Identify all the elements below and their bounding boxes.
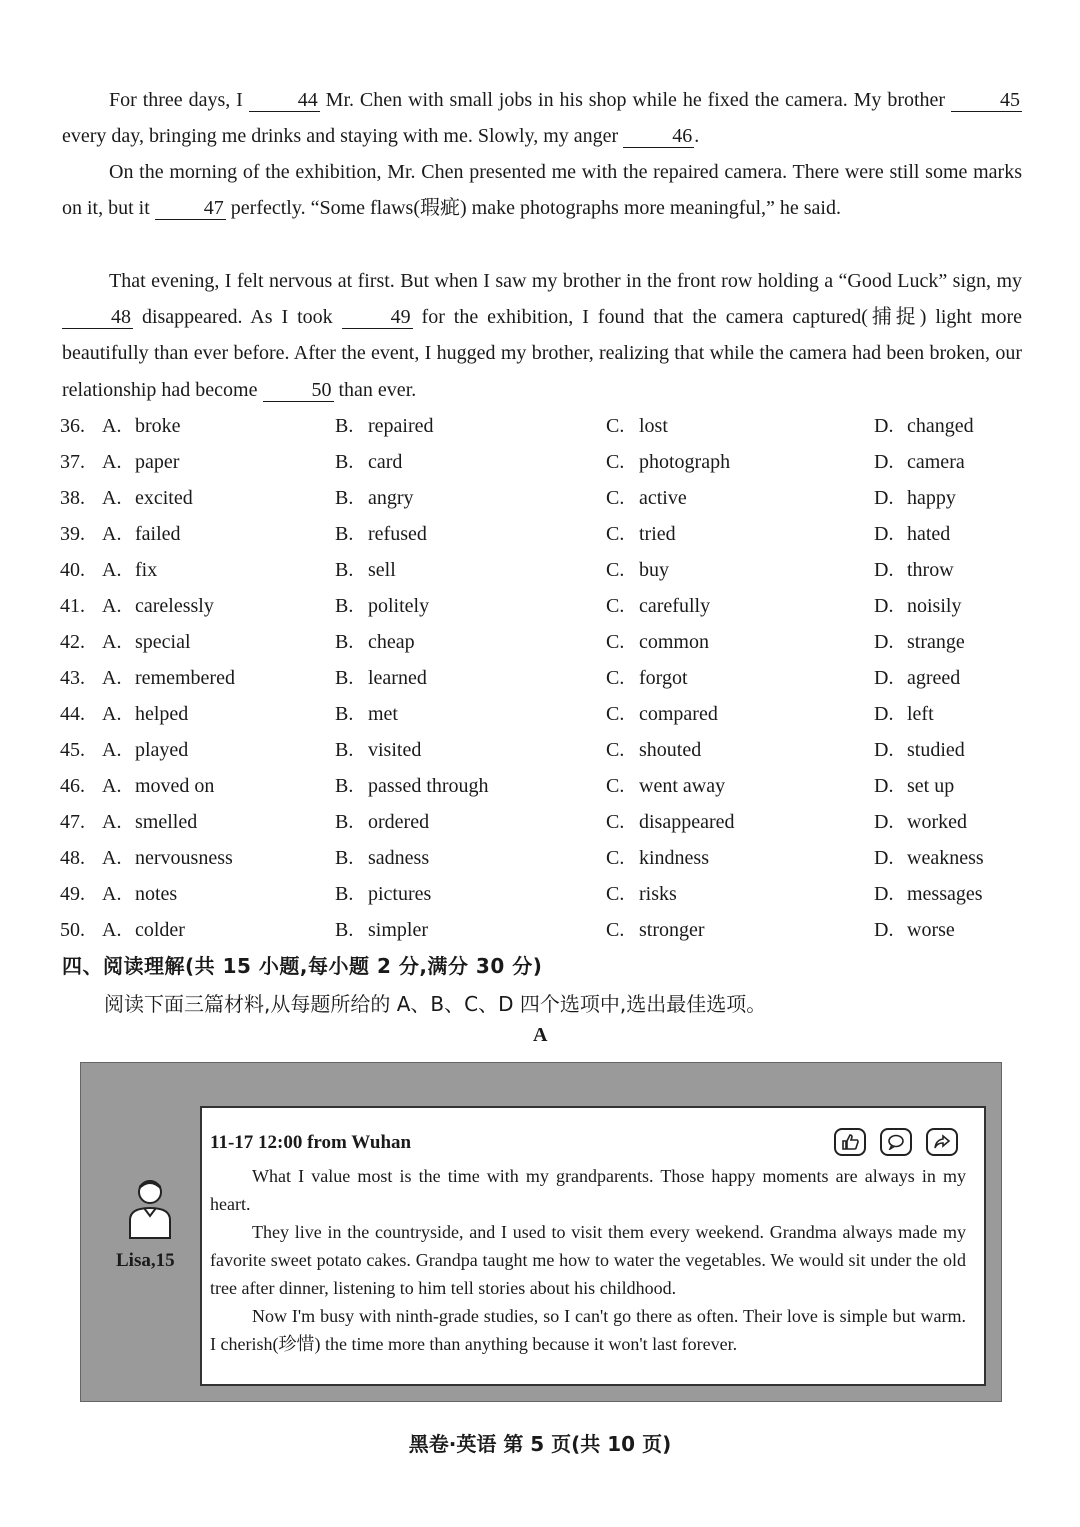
option-letter: C. [606,631,625,653]
option-letter: B. [335,523,354,545]
text: On the morning of the exhibition, Mr. Chen presented me with the repaired camera. There were still some marks on it, but it [62,161,1022,220]
option-letter: A. [102,811,122,833]
option-letter: C. [606,847,625,869]
option-letter: D. [874,811,894,833]
option-text: colder [135,919,185,941]
option-text: stronger [639,919,705,941]
paragraph-2 [62,154,1022,226]
blank-47: 47 [155,197,226,220]
option-text: repaired [368,415,434,437]
option-text: paper [135,451,180,473]
option-d[interactable] [874,876,983,912]
option-text: helped [135,703,189,725]
option-letter: B. [335,775,354,797]
question-number: 39. [60,523,85,545]
section-heading: 四、阅读理解(共 15 小题,每小题 2 分,满分 30 分) [62,954,543,978]
question-number: 38. [60,487,85,509]
question-row [60,912,1020,948]
option-letter: C. [606,667,625,689]
blank-46: 46 [623,125,694,148]
author-name: Lisa,15 [116,1250,175,1271]
option-text: cheap [368,631,415,653]
comment-icon[interactable] [880,1128,912,1156]
option-letter: A. [102,415,122,437]
question-row [60,840,1020,876]
question-number: 44. [60,703,85,725]
option-text: card [368,451,403,473]
option-text: strange [907,631,965,653]
question-row [60,876,1020,912]
option-text: broke [135,415,181,437]
option-c[interactable] [606,444,730,480]
option-text: set up [907,775,955,797]
question-number: 48. [60,847,85,869]
option-d[interactable] [874,588,961,624]
post-card [200,1106,986,1386]
paragraph-1 [62,82,1022,154]
question-row [60,804,1020,840]
option-letter: C. [606,739,625,761]
option-b[interactable] [335,840,429,876]
option-letter: D. [874,631,894,653]
option-text: learned [368,667,427,689]
option-d[interactable] [874,732,965,768]
option-text: sadness [368,847,430,869]
question-number: 43. [60,667,85,689]
option-letter: D. [874,847,894,869]
option-letter: C. [606,883,625,905]
option-text: played [135,739,189,761]
question-number: 41. [60,595,85,617]
question-row [60,444,1020,480]
option-letter: B. [335,487,354,509]
option-d[interactable] [874,444,965,480]
option-text: messages [907,883,983,905]
option-text: carelessly [135,595,214,617]
option-text: throw [907,559,954,581]
options-list [60,408,1020,948]
text: Mr. Chen with small jobs in his shop while he fixed the camera. My brother [325,89,946,111]
option-letter: A. [102,775,122,797]
option-letter: D. [874,451,894,473]
option-a[interactable] [102,588,214,624]
option-letter: C. [606,451,625,473]
option-d[interactable] [874,912,955,948]
option-b[interactable] [335,624,415,660]
option-a[interactable] [102,732,188,768]
option-text: pictures [368,883,432,905]
post-paragraph: What I value most is the time with my grandparents. Those happy moments are always in my heart. [210,1166,966,1214]
option-letter: D. [874,883,894,905]
option-text: failed [135,523,181,545]
option-a[interactable] [102,876,177,912]
text: perfectly. “Some flaws(瑕疵) make photographs more meaningful,” he said. [230,197,841,220]
option-c[interactable] [606,480,687,516]
question-number: 46. [60,775,85,797]
option-b[interactable] [335,768,489,804]
option-c[interactable] [606,516,676,552]
option-c[interactable] [606,696,718,732]
option-text: weakness [907,847,984,869]
option-text: visited [368,739,422,761]
option-a[interactable] [102,660,235,696]
option-b[interactable] [335,516,427,552]
option-d[interactable] [874,840,984,876]
post-paragraph: They live in the countryside, and I used to visit them every weekend. Grandma always made my favorite sweet potato cakes. Grandpa taught me how to water the vegetables. We would sit under the old tree after dinner, listening to him tell stories about his childhood. [210,1222,966,1298]
option-text: carefully [639,595,711,617]
question-number: 42. [60,631,85,653]
option-d[interactable] [874,696,934,732]
option-text: tried [639,523,676,545]
option-d[interactable] [874,552,954,588]
option-b[interactable] [335,480,414,516]
option-letter: D. [874,667,894,689]
option-a[interactable] [102,480,193,516]
option-text: risks [639,883,677,905]
blank-50: 50 [263,379,334,402]
option-letter: D. [874,703,894,725]
option-b[interactable] [335,912,428,948]
option-text: forgot [639,667,688,689]
option-text: nervousness [135,847,233,869]
text: for the exhibition, I found that the camera captured(捕捉) light more beautifully than ever before. After the event, I hugged my brother, realizing that while the camera had been broken, our relationship had become [62,306,1023,401]
option-a[interactable] [102,552,157,588]
blank-44: 44 [249,89,320,112]
option-c[interactable] [606,552,669,588]
option-letter: D. [874,739,894,761]
like-icon[interactable] [834,1128,866,1156]
option-text: sell [368,559,396,581]
avatar-icon [126,1176,174,1240]
question-row [60,660,1020,696]
text: disappeared. As I took [141,306,333,329]
text: That evening, I felt nervous at first. But when I saw my brother in the front row holding a “Good Luck” sign, my [109,270,1022,292]
option-d[interactable] [874,624,965,660]
option-b[interactable] [335,444,402,480]
question-number: 37. [60,451,85,473]
option-b[interactable] [335,696,398,732]
option-a[interactable] [102,804,197,840]
question-row [60,588,1020,624]
option-b[interactable] [335,732,421,768]
option-c[interactable] [606,408,668,444]
option-text: left [907,703,934,725]
option-letter: A. [102,523,122,545]
option-a[interactable] [102,516,181,552]
option-c[interactable] [606,912,705,948]
option-text: simpler [368,919,428,941]
option-letter: C. [606,559,625,581]
option-letter: D. [874,523,894,545]
option-b[interactable] [335,588,429,624]
option-text: fix [135,559,158,581]
option-letter: B. [335,559,354,581]
share-icon[interactable] [926,1128,958,1156]
option-text: worse [907,919,955,941]
option-text: politely [368,595,430,617]
option-letter: A. [102,595,122,617]
option-a[interactable] [102,696,188,732]
option-a[interactable] [102,624,191,660]
option-letter: D. [874,559,894,581]
page-footer: 黑卷·英语 第 5 页(共 10 页) [408,1432,672,1456]
option-letter: B. [335,703,354,725]
option-letter: B. [335,451,354,473]
option-letter: A. [102,703,122,725]
option-letter: B. [335,667,354,689]
question-number: 50. [60,919,85,941]
option-text: photograph [639,451,731,473]
option-letter: C. [606,919,625,941]
option-c[interactable] [606,588,710,624]
option-c[interactable] [606,732,701,768]
option-a[interactable] [102,768,214,804]
post-header: 11-17 12:00 from Wuhan [210,1132,412,1153]
question-row [60,552,1020,588]
option-letter: C. [606,595,625,617]
question-row [60,480,1020,516]
option-text: moved on [135,775,215,797]
option-letter: A. [102,451,122,473]
option-text: disappeared [639,811,735,833]
option-text: kindness [639,847,709,869]
post-paragraph: Now I'm busy with ninth-grade studies, so I can't go there as often. Their love is simple but warm. I cherish(珍惜) the time more than anything because it won't last forever. [210,1306,966,1354]
option-letter: D. [874,919,894,941]
text: For three days, I [109,89,243,111]
option-letter: B. [335,883,354,905]
option-text: ordered [368,811,430,833]
option-d[interactable] [874,480,956,516]
question-row [60,696,1020,732]
option-c[interactable] [606,876,677,912]
option-d[interactable] [874,804,967,840]
option-letter: B. [335,919,354,941]
question-row [60,768,1020,804]
question-number: 36. [60,415,85,437]
passage-label: A [533,1024,548,1046]
option-text: met [368,703,398,725]
option-text: worked [907,811,967,833]
option-text: passed through [368,775,489,797]
option-text: went away [639,775,726,797]
option-letter: B. [335,739,354,761]
option-d[interactable] [874,516,950,552]
option-text: active [639,487,687,509]
option-text: refused [368,523,427,545]
option-letter: D. [874,775,894,797]
option-d[interactable] [874,768,954,804]
section-instruction: 阅读下面三篇材料,从每题所给的 A、B、C、D 四个选项中,选出最佳选项。 [104,992,767,1016]
option-letter: A. [102,487,122,509]
option-b[interactable] [335,552,396,588]
option-text: remembered [135,667,235,689]
question-row [60,516,1020,552]
option-letter: A. [102,559,122,581]
option-letter: D. [874,415,894,437]
option-letter: C. [606,775,625,797]
option-letter: A. [102,739,122,761]
option-letter: D. [874,487,894,509]
question-number: 49. [60,883,85,905]
option-text: compared [639,703,718,725]
option-letter: A. [102,883,122,905]
option-letter: C. [606,523,625,545]
option-text: happy [907,487,956,509]
option-text: shouted [639,739,702,761]
text: . [694,125,700,148]
option-c[interactable] [606,624,709,660]
option-letter: C. [606,415,625,437]
option-letter: B. [335,595,354,617]
option-b[interactable] [335,660,427,696]
option-a[interactable] [102,840,233,876]
option-letter: A. [102,667,122,689]
option-a[interactable] [102,444,179,480]
option-letter: A. [102,631,122,653]
option-text: buy [639,559,669,581]
option-letter: C. [606,703,625,725]
option-text: lost [639,415,668,437]
option-b[interactable] [335,876,431,912]
question-row [60,732,1020,768]
option-c[interactable] [606,768,725,804]
option-b[interactable] [335,408,434,444]
option-b[interactable] [335,804,429,840]
option-a[interactable] [102,912,185,948]
option-text: angry [368,487,414,509]
question-row [60,624,1020,660]
option-text: special [135,631,191,653]
option-d[interactable] [874,660,960,696]
option-c[interactable] [606,840,709,876]
option-text: hated [907,523,951,545]
paragraph-3 [62,263,1022,408]
option-text: agreed [907,667,961,689]
option-letter: B. [335,631,354,653]
post-body [210,1162,966,1358]
question-row [60,408,1020,444]
option-text: common [639,631,709,653]
option-letter: A. [102,919,122,941]
question-number: 45. [60,739,85,761]
option-text: changed [907,415,974,437]
option-text: smelled [135,811,198,833]
option-letter: B. [335,811,354,833]
blank-45: 45 [951,89,1022,112]
post-actions [834,1128,958,1156]
option-text: notes [135,883,178,905]
option-d[interactable] [874,408,974,444]
blank-49: 49 [342,306,413,329]
option-text: camera [907,451,965,473]
question-number: 47. [60,811,85,833]
option-letter: B. [335,847,354,869]
option-letter: B. [335,415,354,437]
option-text: noisily [907,595,962,617]
blank-48: 48 [62,306,133,329]
question-number: 40. [60,559,85,581]
option-letter: C. [606,487,625,509]
option-text: excited [135,487,193,509]
option-text: studied [907,739,965,761]
text: every day, bringing me drinks and staying with me. Slowly, my anger [62,125,619,148]
option-c[interactable] [606,804,735,840]
option-letter: A. [102,847,122,869]
option-letter: C. [606,811,625,833]
option-a[interactable] [102,408,181,444]
option-c[interactable] [606,660,688,696]
option-letter: D. [874,595,894,617]
text: than ever. [338,378,417,401]
